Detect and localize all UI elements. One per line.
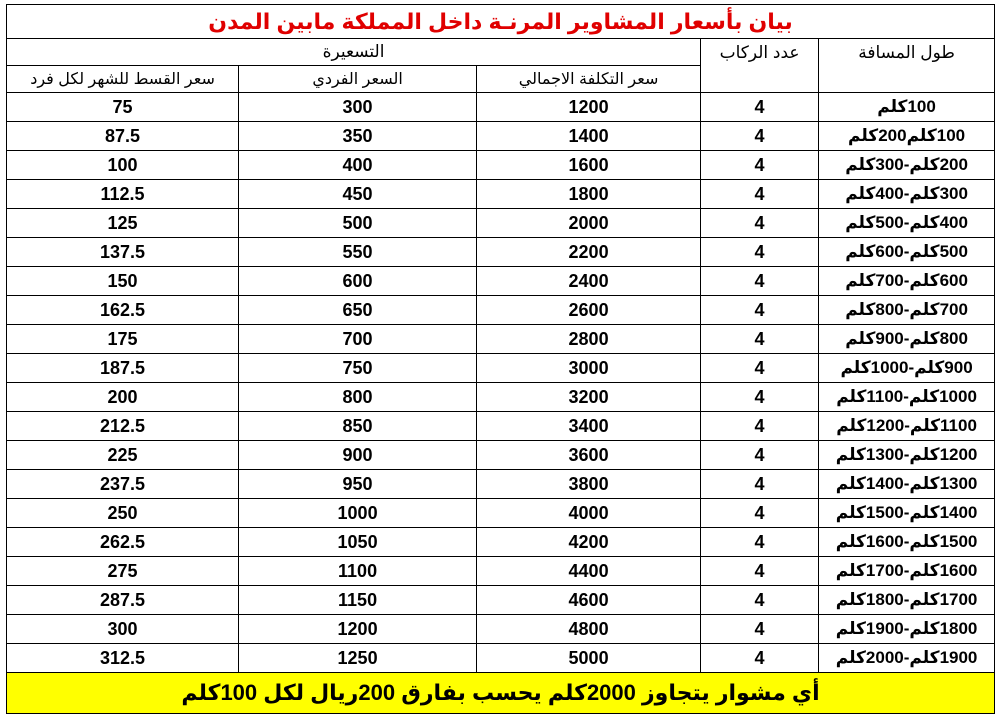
riders-cell: 4 [701, 412, 819, 441]
table-body [7, 93, 995, 673]
riders-cell: 4 [701, 151, 819, 180]
table-row [7, 615, 995, 644]
total-cost-cell: 4600 [477, 586, 701, 615]
table-row [7, 383, 995, 412]
table-row [7, 412, 995, 441]
individual-price-cell: 750 [239, 354, 477, 383]
total-cost-cell: 4200 [477, 528, 701, 557]
distance-cell: 800كلم-900كلم [819, 325, 995, 354]
monthly-installment-cell: 275 [7, 557, 239, 586]
monthly-installment-cell: 162.5 [7, 296, 239, 325]
riders-cell: 4 [701, 238, 819, 267]
riders-cell: 4 [701, 383, 819, 412]
individual-price-cell: 1100 [239, 557, 477, 586]
distance-cell: 400كلم-500كلم [819, 209, 995, 238]
monthly-installment-cell: 75 [7, 93, 239, 122]
total-cost-cell: 2200 [477, 238, 701, 267]
riders-cell: 4 [701, 122, 819, 151]
table-row [7, 557, 995, 586]
riders-cell: 4 [701, 557, 819, 586]
individual-price-cell: 600 [239, 267, 477, 296]
header-distance: طول المسافة [819, 39, 995, 93]
individual-price-cell: 1250 [239, 644, 477, 673]
table-row [7, 296, 995, 325]
total-cost-cell: 4800 [477, 615, 701, 644]
riders-cell: 4 [701, 209, 819, 238]
riders-cell: 4 [701, 267, 819, 296]
table-row [7, 122, 995, 151]
table-row [7, 93, 995, 122]
individual-price-cell: 1150 [239, 586, 477, 615]
table-row [7, 644, 995, 673]
riders-cell: 4 [701, 644, 819, 673]
monthly-installment-cell: 125 [7, 209, 239, 238]
individual-price-cell: 1000 [239, 499, 477, 528]
monthly-installment-cell: 187.5 [7, 354, 239, 383]
table-row [7, 238, 995, 267]
distance-cell: 1400كلم-1500كلم [819, 499, 995, 528]
monthly-installment-cell: 225 [7, 441, 239, 470]
distance-cell: 700كلم-800كلم [819, 296, 995, 325]
monthly-installment-cell: 212.5 [7, 412, 239, 441]
monthly-installment-cell: 250 [7, 499, 239, 528]
total-cost-cell: 4000 [477, 499, 701, 528]
total-cost-cell: 3000 [477, 354, 701, 383]
total-cost-cell: 1600 [477, 151, 701, 180]
riders-cell: 4 [701, 586, 819, 615]
total-cost-cell: 2000 [477, 209, 701, 238]
table-row [7, 180, 995, 209]
title-row [7, 5, 995, 39]
header-monthly-installment: سعر القسط للشهر لكل فرد [7, 66, 239, 93]
total-cost-cell: 3400 [477, 412, 701, 441]
monthly-installment-cell: 87.5 [7, 122, 239, 151]
individual-price-cell: 550 [239, 238, 477, 267]
price-sheet [6, 4, 994, 714]
individual-price-cell: 800 [239, 383, 477, 412]
table-row [7, 528, 995, 557]
individual-price-cell: 350 [239, 122, 477, 151]
riders-cell: 4 [701, 180, 819, 209]
distance-cell: 1200كلم-1300كلم [819, 441, 995, 470]
distance-cell: 1000كلم-1100كلم [819, 383, 995, 412]
monthly-installment-cell: 262.5 [7, 528, 239, 557]
total-cost-cell: 5000 [477, 644, 701, 673]
distance-cell: 500كلم-600كلم [819, 238, 995, 267]
riders-cell: 4 [701, 470, 819, 499]
total-cost-cell: 4400 [477, 557, 701, 586]
distance-cell: 1600كلم-1700كلم [819, 557, 995, 586]
individual-price-cell: 400 [239, 151, 477, 180]
individual-price-cell: 500 [239, 209, 477, 238]
monthly-installment-cell: 150 [7, 267, 239, 296]
individual-price-cell: 450 [239, 180, 477, 209]
total-cost-cell: 3200 [477, 383, 701, 412]
monthly-installment-cell: 300 [7, 615, 239, 644]
footer-row [7, 673, 995, 714]
header-individual-price: السعر الفردي [239, 66, 477, 93]
table-row [7, 151, 995, 180]
total-cost-cell: 1800 [477, 180, 701, 209]
distance-cell: 100كلم200كلم [819, 122, 995, 151]
distance-cell: 1800كلم-1900كلم [819, 615, 995, 644]
monthly-installment-cell: 175 [7, 325, 239, 354]
riders-cell: 4 [701, 296, 819, 325]
monthly-installment-cell: 287.5 [7, 586, 239, 615]
header-pricing: التسعيرة [7, 39, 701, 66]
table-row [7, 499, 995, 528]
table-row [7, 267, 995, 296]
total-cost-cell: 3800 [477, 470, 701, 499]
distance-cell: 1500كلم-1600كلم [819, 528, 995, 557]
table-row [7, 470, 995, 499]
table-row [7, 209, 995, 238]
header-total-cost: سعر التكلفة الاجمالي [477, 66, 701, 93]
individual-price-cell: 950 [239, 470, 477, 499]
riders-cell: 4 [701, 354, 819, 383]
riders-cell: 4 [701, 441, 819, 470]
total-cost-cell: 2400 [477, 267, 701, 296]
total-cost-cell: 2600 [477, 296, 701, 325]
individual-price-cell: 700 [239, 325, 477, 354]
header-riders: عدد الركاب [701, 39, 819, 93]
monthly-installment-cell: 137.5 [7, 238, 239, 267]
table-row [7, 354, 995, 383]
riders-cell: 4 [701, 499, 819, 528]
total-cost-cell: 1400 [477, 122, 701, 151]
table-row [7, 325, 995, 354]
riders-cell: 4 [701, 528, 819, 557]
distance-cell: 300كلم-400كلم [819, 180, 995, 209]
page-title: بيان بأسعار المشاوير المرنـة داخل المملكة مابين المدن [7, 5, 995, 39]
individual-price-cell: 1200 [239, 615, 477, 644]
riders-cell: 4 [701, 615, 819, 644]
individual-price-cell: 1050 [239, 528, 477, 557]
distance-cell: 200كلم-300كلم [819, 151, 995, 180]
total-cost-cell: 1200 [477, 93, 701, 122]
footer-note: أي مشوار يتجاوز 2000كلم يحسب بفارق 200ريال لكل 100كلم [7, 673, 995, 714]
header-row-1 [7, 39, 995, 66]
monthly-installment-cell: 237.5 [7, 470, 239, 499]
monthly-installment-cell: 312.5 [7, 644, 239, 673]
distance-cell: 600كلم-700كلم [819, 267, 995, 296]
monthly-installment-cell: 100 [7, 151, 239, 180]
distance-cell: 1300كلم-1400كلم [819, 470, 995, 499]
distance-cell: 1700كلم-1800كلم [819, 586, 995, 615]
distance-cell: 1100كلم-1200كلم [819, 412, 995, 441]
price-table [6, 4, 995, 714]
riders-cell: 4 [701, 325, 819, 354]
table-row [7, 586, 995, 615]
individual-price-cell: 900 [239, 441, 477, 470]
total-cost-cell: 3600 [477, 441, 701, 470]
individual-price-cell: 650 [239, 296, 477, 325]
individual-price-cell: 850 [239, 412, 477, 441]
individual-price-cell: 300 [239, 93, 477, 122]
monthly-installment-cell: 200 [7, 383, 239, 412]
distance-cell: 100كلم [819, 93, 995, 122]
distance-cell: 900كلم-1000كلم [819, 354, 995, 383]
distance-cell: 1900كلم-2000كلم [819, 644, 995, 673]
table-row [7, 441, 995, 470]
riders-cell: 4 [701, 93, 819, 122]
monthly-installment-cell: 112.5 [7, 180, 239, 209]
total-cost-cell: 2800 [477, 325, 701, 354]
